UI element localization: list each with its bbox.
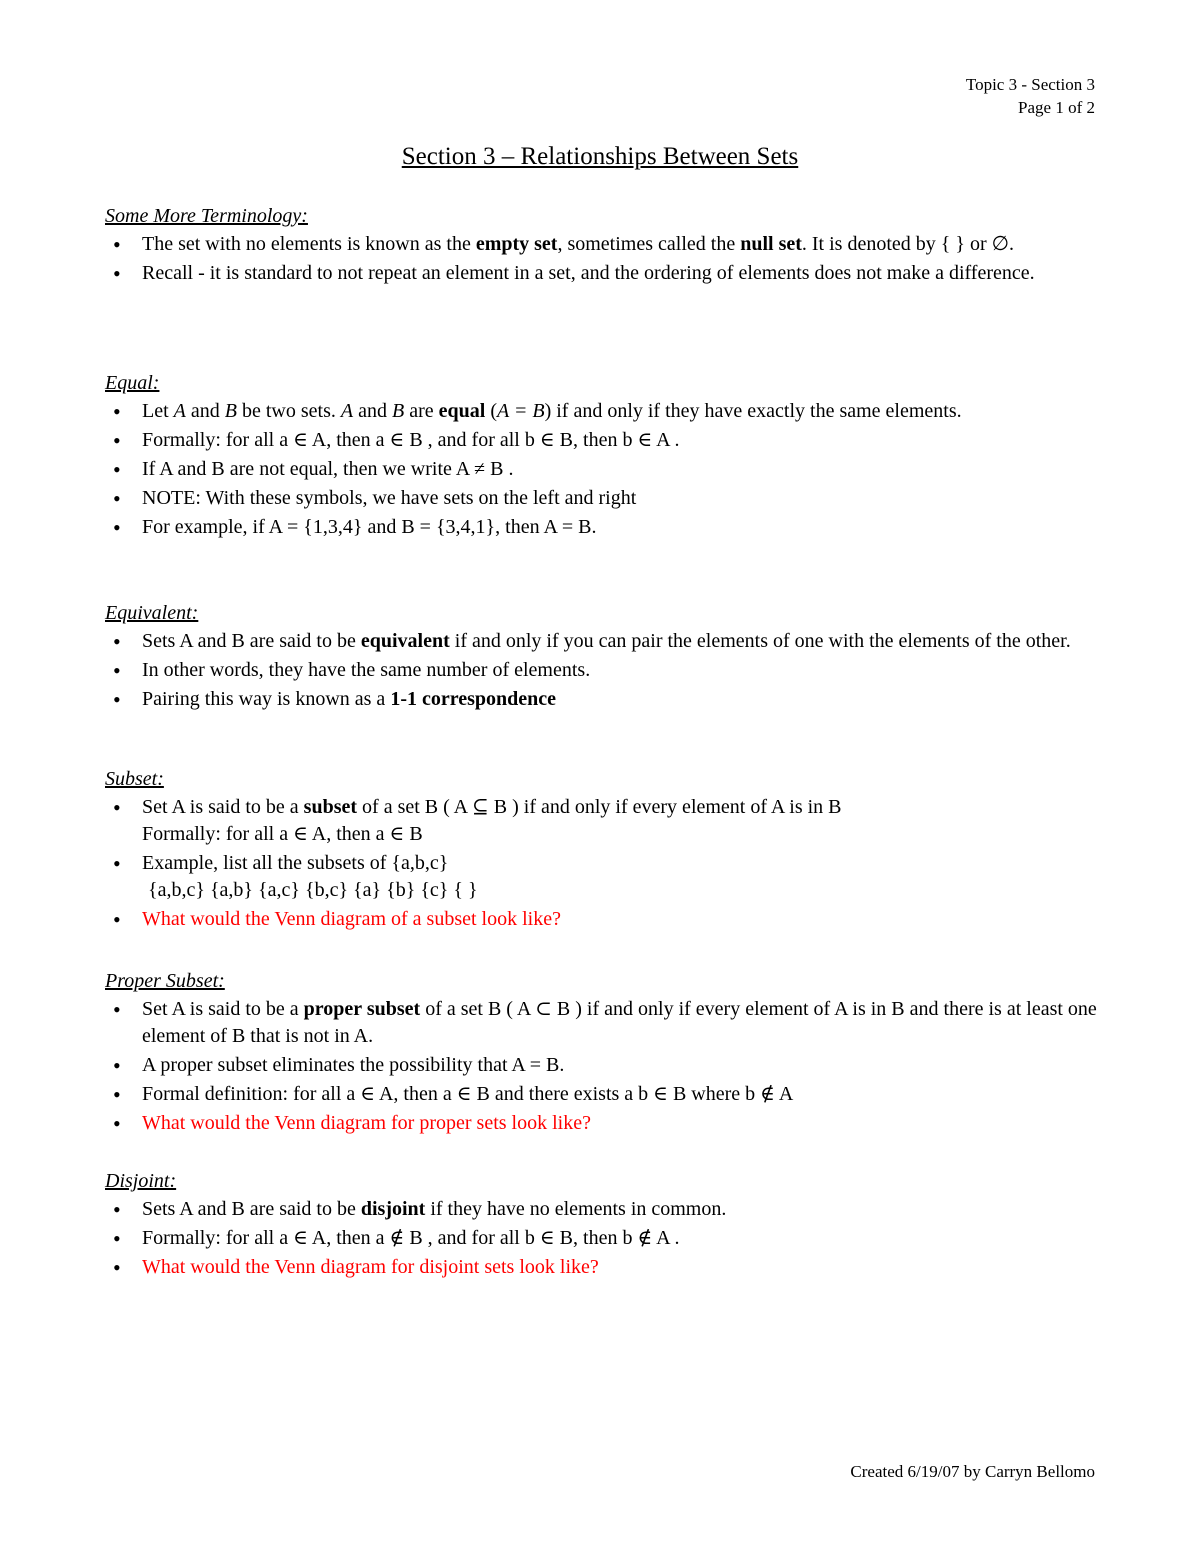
list-item: • Example, list all the subsets of {a,b,c} {a,b,c} {a,b} {a,c} {b,c} {a} {b} {c} { } [105, 850, 1100, 904]
list-item: • The set with no elements is known as the empty set, sometimes called the null set. It is denoted by { } or ∅. [105, 231, 1100, 258]
footer: Created 6/19/07 by Carryn Bellomo [850, 1462, 1095, 1481]
header-topic: Topic 3 - Section 3 [965, 75, 1095, 94]
list-item: • Formal definition: for all a ∈ A, then a ∈ B and there exists a b ∈ B where b ∉ A [105, 1081, 1100, 1108]
section-equal [105, 370, 1100, 541]
list-item: • What would the Venn diagram of a subset look like? [105, 906, 1100, 933]
section-heading: Disjoint: [105, 1170, 177, 1192]
list-item: • Sets A and B are said to be disjoint if they have no elements in common. [105, 1196, 1100, 1223]
list-item: • Pairing this way is known as a 1-1 correspondence [105, 686, 1100, 713]
list-item: • Formally: for all a ∈ A, then a ∉ B , and for all b ∈ B, then b ∉ A . [105, 1225, 1100, 1252]
section-heading: Equal: [105, 372, 160, 394]
section-heading: Equivalent: [105, 602, 199, 624]
list-item: • Set A is said to be a subset of a set B ( A ⊆ B ) if and only if every element of A is in B Formally: for all a ∈ A, then a ∈ B [105, 794, 1100, 848]
list-item: • A proper subset eliminates the possibility that A = B. [105, 1052, 1100, 1079]
page-title: Section 3 – Relationships Between Sets [401, 143, 799, 170]
section-subset [105, 766, 1100, 933]
list-item: • For example, if A = {1,3,4} and B = {3,4,1}, then A = B. [105, 514, 1100, 541]
section-equivalent [105, 600, 1100, 713]
list-item: • If A and B are not equal, then we write A ≠ B . [105, 456, 1100, 483]
section-proper-subset [105, 968, 1100, 1137]
list-item: • Recall - it is standard to not repeat an element in a set, and the ordering of elements does not make a difference. [105, 260, 1100, 287]
section-heading: Proper Subset: [105, 970, 225, 992]
section-terminology [105, 203, 1100, 287]
list-item: • Sets A and B are said to be equivalent if and only if you can pair the elements of one with the elements of the other. [105, 628, 1100, 655]
section-disjoint [105, 1168, 1100, 1281]
section-heading: Some More Terminology: [105, 205, 308, 227]
section-heading: Subset: [105, 768, 164, 790]
list-item: • NOTE: With these symbols, we have sets on the left and right [105, 485, 1100, 512]
header-page: Page 1 of 2 [1018, 98, 1095, 117]
list-item: • Let A and B be two sets. A and B are equal (A = B) if and only if they have exactly the same elements. [105, 398, 1100, 425]
list-item: • In other words, they have the same number of elements. [105, 657, 1100, 684]
list-item: • Set A is said to be a proper subset of a set B ( A ⊂ B ) if and only if every element of A is in B and there is at least one element of B that is not in A. [105, 996, 1100, 1050]
list-item: • What would the Venn diagram for disjoint sets look like? [105, 1254, 1100, 1281]
list-item: • Formally: for all a ∈ A, then a ∈ B , and for all b ∈ B, then b ∈ A . [105, 427, 1100, 454]
list-item: • What would the Venn diagram for proper sets look like? [105, 1110, 1100, 1137]
